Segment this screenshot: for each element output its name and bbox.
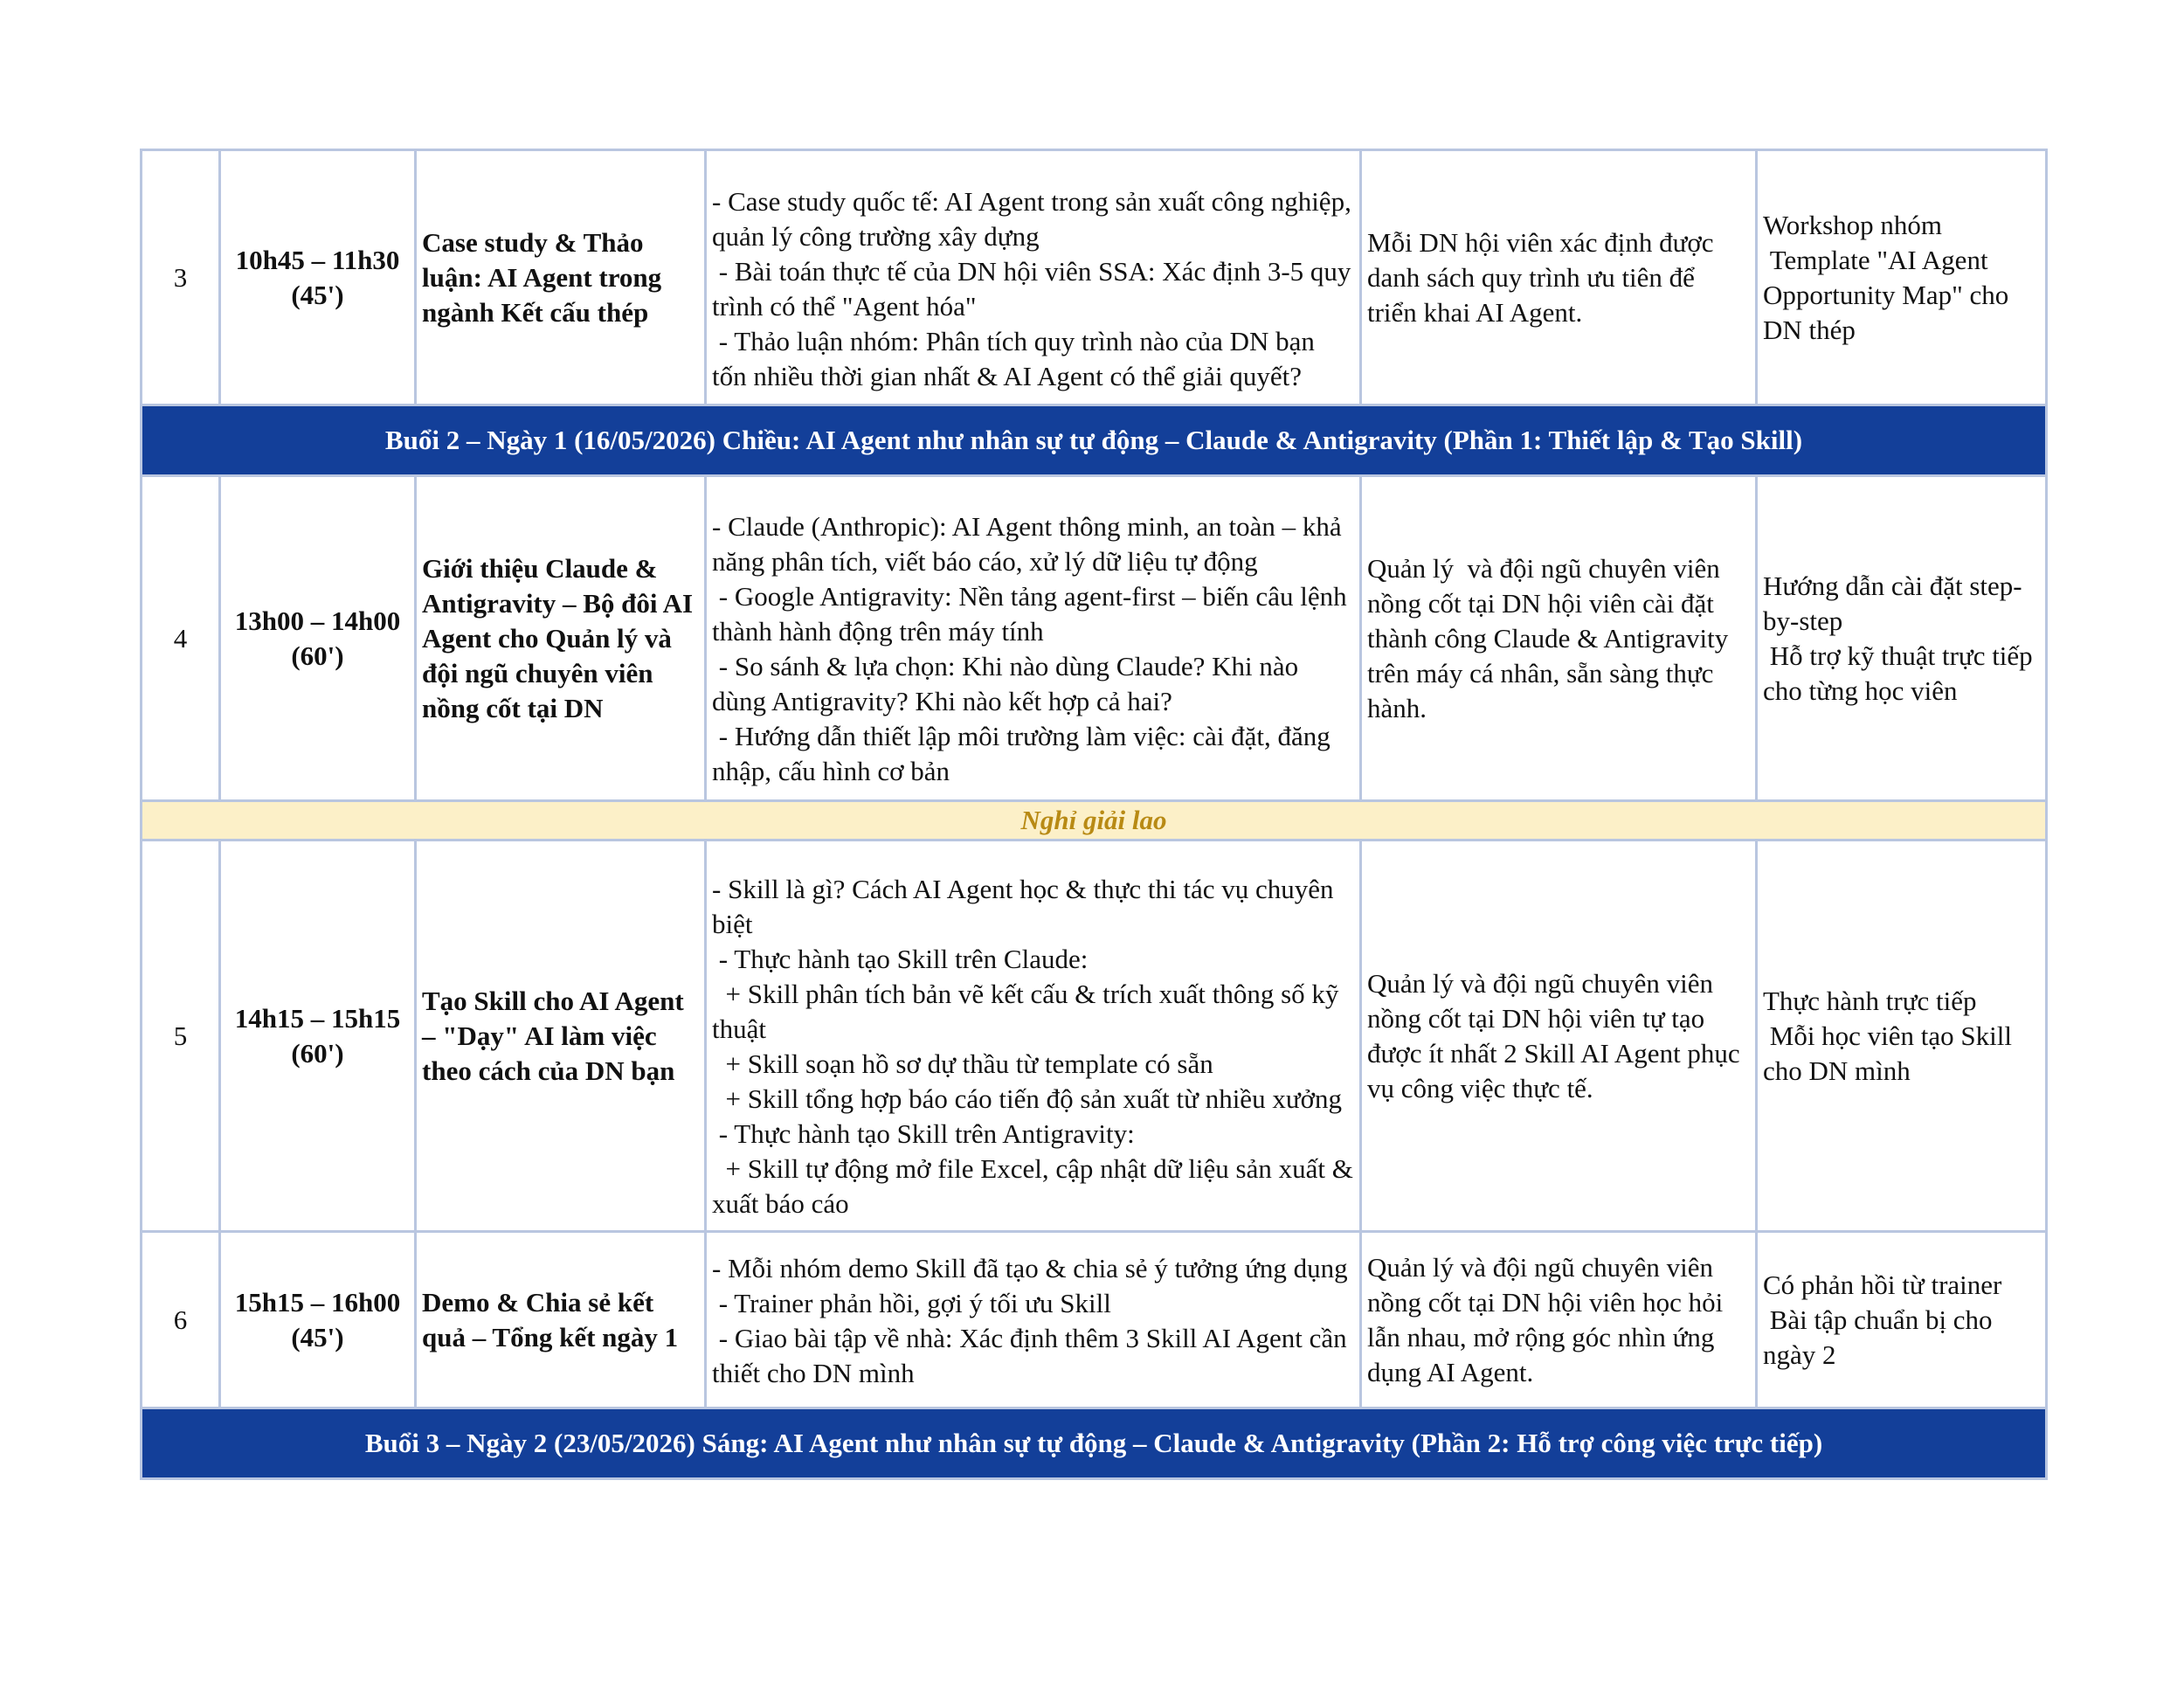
session-number: 5 — [142, 841, 220, 1232]
session-method: Hướng dẫn cài đặt step-by-step Hỗ trợ kỹ thuật trực tiếp cho từng học viên — [1757, 476, 2047, 801]
session-number: 6 — [142, 1232, 220, 1408]
session-banner — [142, 405, 2047, 476]
table-row — [142, 841, 2047, 1232]
session-time: 10h45 – 11h30 (45') — [220, 150, 416, 405]
session-time: 14h15 – 15h15 (60') — [220, 841, 416, 1232]
session-number: 4 — [142, 476, 220, 801]
session-outcome: Quản lý và đội ngũ chuyên viên nồng cốt tại DN hội viên cài đặt thành công Claude & Antigravity trên máy cá nhân, sẵn sàng thực hành. — [1361, 476, 1757, 801]
session-method: Có phản hồi từ trainer Bài tập chuẩn bị cho ngày 2 — [1757, 1232, 2047, 1408]
break-text: Nghỉ giải lao — [142, 801, 2047, 841]
banner-text: Buổi 2 – Ngày 1 (16/05/2026) Chiều: AI Agent như nhân sự tự động – Claude & Antigravity (Phần 1: Thiết lập & Tạo Skill) — [142, 405, 2047, 476]
table-row — [142, 150, 2047, 405]
session-content: - Skill là gì? Cách AI Agent học & thực thi tác vụ chuyên biệt - Thực hành tạo Skill trên Claude: + Skill phân tích bản vẽ kết cấu & trích xuất thông số kỹ thuật + Skill soạn hồ sơ dự thầu từ template có sẵn + Skill tổng hợp báo cáo tiến độ sản xuất từ nhiều xưởng - Thực hành tạo Skill trên Antigravity: + Skill tự động mở file Excel, cập nhật dữ liệu sản xuất & xuất báo cáo — [706, 841, 1361, 1232]
session-method: Workshop nhóm Template "AI Agent Opportunity Map" cho DN thép — [1757, 150, 2047, 405]
session-time: 13h00 – 14h00 (60') — [220, 476, 416, 801]
session-outcome: Quản lý và đội ngũ chuyên viên nồng cốt tại DN hội viên tự tạo được ít nhất 2 Skill AI Agent phục vụ công việc thực tế. — [1361, 841, 1757, 1232]
session-outcome: Mỗi DN hội viên xác định được danh sách quy trình ưu tiên để triển khai AI Agent. — [1361, 150, 1757, 405]
session-outcome: Quản lý và đội ngũ chuyên viên nồng cốt tại DN hội viên học hỏi lẫn nhau, mở rộng góc nhìn ứng dụng AI Agent. — [1361, 1232, 1757, 1408]
banner-text: Buổi 3 – Ngày 2 (23/05/2026) Sáng: AI Agent như nhân sự tự động – Claude & Antigravity (Phần 2: Hỗ trợ công việc trực tiếp) — [142, 1408, 2047, 1479]
session-topic: Case study & Thảo luận: AI Agent trong ngành Kết cấu thép — [416, 150, 706, 405]
session-topic: Demo & Chia sẻ kết quả – Tổng kết ngày 1 — [416, 1232, 706, 1408]
session-content: - Mỗi nhóm demo Skill đã tạo & chia sẻ ý tưởng ứng dụng - Trainer phản hồi, gợi ý tối ưu Skill - Giao bài tập về nhà: Xác định thêm 3 Skill AI Agent cần thiết cho DN mình — [706, 1232, 1361, 1408]
session-time: 15h15 – 16h00 (45') — [220, 1232, 416, 1408]
break-row — [142, 801, 2047, 841]
table-row — [142, 476, 2047, 801]
session-banner — [142, 1408, 2047, 1479]
session-number: 3 — [142, 150, 220, 405]
session-content: - Claude (Anthropic): AI Agent thông minh, an toàn – khả năng phân tích, viết báo cáo, xử lý dữ liệu tự động - Google Antigravity: Nền tảng agent-first – biến câu lệnh thành hành động trên máy tính - So sánh & lựa chọn: Khi nào dùng Claude? Khi nào dùng Antigravity? Khi nào kết hợp cả hai? - Hướng dẫn thiết lập môi trường làm việc: cài đặt, đăng nhập, cấu hình cơ bản — [706, 476, 1361, 801]
session-method: Thực hành trực tiếp Mỗi học viên tạo Skill cho DN mình — [1757, 841, 2047, 1232]
session-content: - Case study quốc tế: AI Agent trong sản xuất công nghiệp, quản lý công trường xây dựng - Bài toán thực tế của DN hội viên SSA: Xác định 3-5 quy trình có thể "Agent hóa" - Thảo luận nhóm: Phân tích quy trình nào của DN bạn tốn nhiều thời gian nhất & AI Agent có thể giải quyết? — [706, 150, 1361, 405]
session-topic: Giới thiệu Claude & Antigravity – Bộ đôi AI Agent cho Quản lý và đội ngũ chuyên viên nồng cốt tại DN — [416, 476, 706, 801]
table-row — [142, 1232, 2047, 1408]
agenda-table — [140, 149, 2048, 1480]
session-topic: Tạo Skill cho AI Agent – "Dạy" AI làm việc theo cách của DN bạn — [416, 841, 706, 1232]
